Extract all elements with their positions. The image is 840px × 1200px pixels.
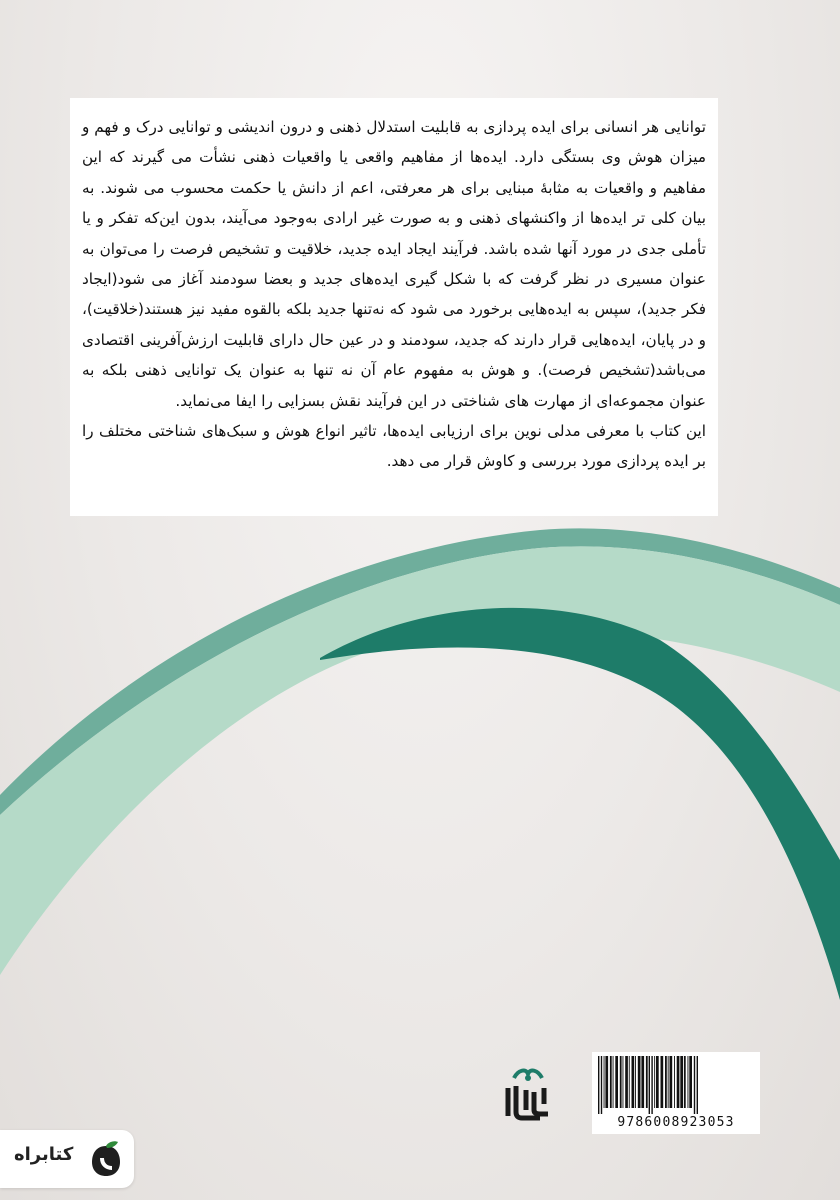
- barcode-guard-bar: [598, 1056, 599, 1114]
- isbn-number: 9786008923053: [592, 1114, 760, 1132]
- barcode-bar: [623, 1056, 624, 1108]
- barcode-bar: [684, 1056, 686, 1108]
- barcode-bar: [613, 1056, 614, 1108]
- barcode-guard-bar: [697, 1056, 698, 1114]
- barcode-bar: [665, 1056, 667, 1108]
- ketabrah-label: کتابراه: [14, 1144, 74, 1165]
- wave-dark: [320, 608, 840, 1000]
- barcode-bar: [677, 1056, 680, 1108]
- barcode-bar: [680, 1056, 683, 1108]
- synopsis-paragraph-1: توانایی هر انسانی برای ایده پردازی به قابلیت استدلال ذهنی و درون اندیشی و توانایی درک و فهم و میزان هوش وی بستگی دارد. ایده‌ها از مفاهیم واقعی یا واقعیات ذهنی نشأت می گیرند که این مفاهیم و واقعیات به مثابهٔ مبنایی برای هر معرفتی، اعم از دانش یا حکمت محسوب می شوند. به بیان کلی تر ایده‌ها از واکنشهای ذهنی و به صورت غیر ارادی به‌وجود می‌آیند، بدون این‌که تفکر و یا تأملی جدی در مورد آنها شده باشد. فرآیند ایجاد ایده جدید، خلاقیت و تشخیص فرصت را می‌توان به عنوان مسیری در نظر گرفت که با شکل گیری ایده‌های جدید و بعضا سودمند آغاز می شود(ایجاد فکر جدید)، سپس به ایده‌هایی برخورد می شود که نه‌تنها جدید بلکه بالقوه مفید نیز هستند(خلاقیت)، و در پایان، ایده‌هایی قرار دارند که جدید، سودمند و در عین حال دارای قابلیت ارزش‌آفرینی اقتصادی می‌باشد(تشخیص فرصت). و هوش به مفهوم عام آن نه تنها به عنوان یک توانایی ذهنی بلکه به عنوان مجموعه‌ای از مهارت های شناختی در این فرآیند نقش بسزایی را ایفا می‌نماید.: [82, 118, 706, 410]
- barcode-bar: [654, 1056, 655, 1108]
- ketabrah-leaf-icon: [88, 1140, 124, 1178]
- barcode-bar: [632, 1056, 635, 1108]
- barcode-bar: [629, 1056, 630, 1108]
- barcode-bar: [610, 1056, 612, 1108]
- barcode-bar: [605, 1056, 608, 1108]
- publisher-logo-icon: [500, 1064, 556, 1124]
- barcode-guard-bar: [649, 1056, 650, 1114]
- barcode-bar: [674, 1056, 675, 1108]
- barcode-bar: [688, 1056, 689, 1108]
- barcode-bar: [620, 1056, 622, 1108]
- barcode-bar: [656, 1056, 659, 1108]
- wave-light: [0, 546, 840, 975]
- barcode-bar: [638, 1056, 641, 1108]
- synopsis-paragraph-2: این کتاب با معرفی مدلی نوین برای ارزیابی ایده‌ها، تاثیر انواع هوش و سبک‌های شناختی مختلف را بر ایده پردازی مورد بررسی و کاوش قرار می دهد.: [82, 422, 706, 471]
- barcode-bar: [670, 1056, 673, 1108]
- barcode-guard-bar: [651, 1056, 652, 1114]
- back-cover-text-box: [70, 98, 718, 516]
- barcode-bar: [661, 1056, 664, 1108]
- barcode-bar: [615, 1056, 618, 1108]
- barcode-bar: [641, 1056, 644, 1108]
- barcode-bar: [689, 1056, 692, 1108]
- barcode-bar: [635, 1056, 636, 1108]
- barcode-bar: [625, 1056, 628, 1108]
- barcode-bar: [668, 1056, 669, 1108]
- barcode-bar: [646, 1056, 648, 1108]
- barcode-guard-bar: [601, 1056, 602, 1114]
- ketabrah-badge[interactable]: [0, 1130, 134, 1188]
- barcode-bar: [604, 1056, 605, 1108]
- barcode-guard-bar: [694, 1056, 695, 1114]
